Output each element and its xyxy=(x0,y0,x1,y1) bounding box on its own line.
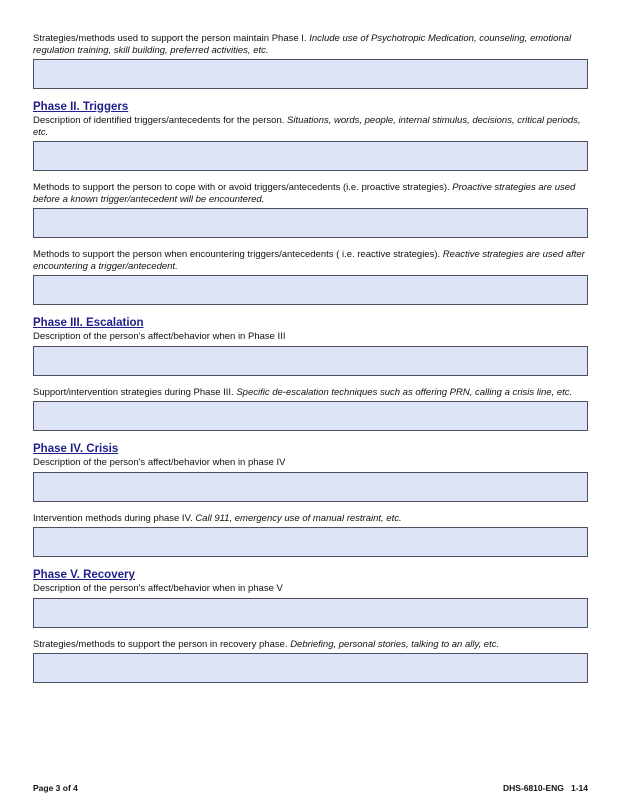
field-label xyxy=(33,331,588,343)
field-label-hint: Include use of Psychotropic Medication, counseling, emotional regulation training, skill building, preferred activities, etc. xyxy=(33,33,572,56)
field-label-text: Description of the person's affect/behavior when in phase IV xyxy=(33,457,286,468)
field-label-text: Strategies/methods used to support the person maintain Phase I. xyxy=(33,33,310,44)
field-label xyxy=(33,249,588,272)
field-label-text: Description of the person's affect/behavior when in phase V xyxy=(33,583,283,594)
field-label xyxy=(33,115,588,138)
field-block-proactive-strategies xyxy=(33,182,588,238)
field-label-hint: Proactive strategies are used before a known trigger/antecedent will be encountered. xyxy=(33,182,576,205)
field-label xyxy=(33,33,588,56)
section-heading-phase5-recovery: Phase V. Recovery xyxy=(33,569,135,581)
field-block-phase3-support-strategies xyxy=(33,387,588,432)
field-label-hint: Call 911, emergency use of manual restraint, etc. xyxy=(195,512,402,524)
field-block-phase4-intervention-methods xyxy=(33,513,588,558)
phase4-intervention-methods-field[interactable] xyxy=(33,527,588,557)
field-label-text: Strategies/methods to support the person in recovery phase. xyxy=(33,638,291,650)
field-label-text: Intervention methods during phase IV. xyxy=(33,512,196,524)
field-label-hint: Reactive strategies are used after encountering a trigger/antecedent. xyxy=(33,249,585,272)
field-label-text: Description of the person's affect/behavior when in Phase III xyxy=(33,331,286,342)
field-block-phase5-behavior-description xyxy=(33,583,588,628)
field-label xyxy=(33,513,588,525)
proactive-strategies-field[interactable] xyxy=(33,208,588,238)
field-label xyxy=(33,639,588,651)
field-label-text: Support/intervention strategies during Phase III. xyxy=(33,386,237,398)
field-label-text: Methods to support the person when encountering triggers/antecedents ( i.e. reactive strategies). xyxy=(33,249,443,260)
page-footer xyxy=(33,783,588,793)
field-label-text: Methods to support the person to cope with or avoid triggers/antecedents (i.e. proactive strategies). xyxy=(33,182,453,193)
phase3-behavior-description-field[interactable] xyxy=(33,346,588,376)
phase4-behavior-description-field[interactable] xyxy=(33,472,588,502)
field-block-triggers-description xyxy=(33,115,588,171)
field-label-text: Description of identified triggers/antecedents for the person. xyxy=(33,115,288,126)
field-block-phase3-behavior-description xyxy=(33,331,588,376)
field-block-phase4-behavior-description xyxy=(33,457,588,502)
section-heading-phase3-escalation: Phase III. Escalation xyxy=(33,317,144,329)
field-label-hint: Debriefing, personal stories, talking to an ally, etc. xyxy=(290,638,500,650)
reactive-strategies-field[interactable] xyxy=(33,275,588,305)
field-block-reactive-strategies xyxy=(33,249,588,305)
footer-page-number: Page 3 of 4 xyxy=(33,783,78,793)
triggers-description-field[interactable] xyxy=(33,141,588,171)
field-label xyxy=(33,182,588,205)
footer-form-number: DHS-6810-ENG 1-14 xyxy=(502,783,588,793)
field-block-phase1-maintain-strategies xyxy=(33,33,588,89)
field-label xyxy=(33,583,588,595)
field-label-hint: Specific de-escalation techniques such as offering PRN, calling a crisis line, etc. xyxy=(236,386,573,398)
phase5-behavior-description-field[interactable] xyxy=(33,598,588,628)
phase3-support-strategies-field[interactable] xyxy=(33,401,588,431)
phase1-maintain-strategies-field[interactable] xyxy=(33,59,588,89)
field-label-hint: Situations, words, people, internal stimulus, decisions, critical periods, etc. xyxy=(33,115,581,138)
section-heading-phase4-crisis: Phase IV. Crisis xyxy=(33,443,119,455)
field-block-recovery-strategies xyxy=(33,639,588,684)
recovery-strategies-field[interactable] xyxy=(33,653,588,683)
field-label xyxy=(33,457,588,469)
field-label xyxy=(33,387,588,399)
section-heading-phase2-triggers: Phase II. Triggers xyxy=(33,101,129,113)
